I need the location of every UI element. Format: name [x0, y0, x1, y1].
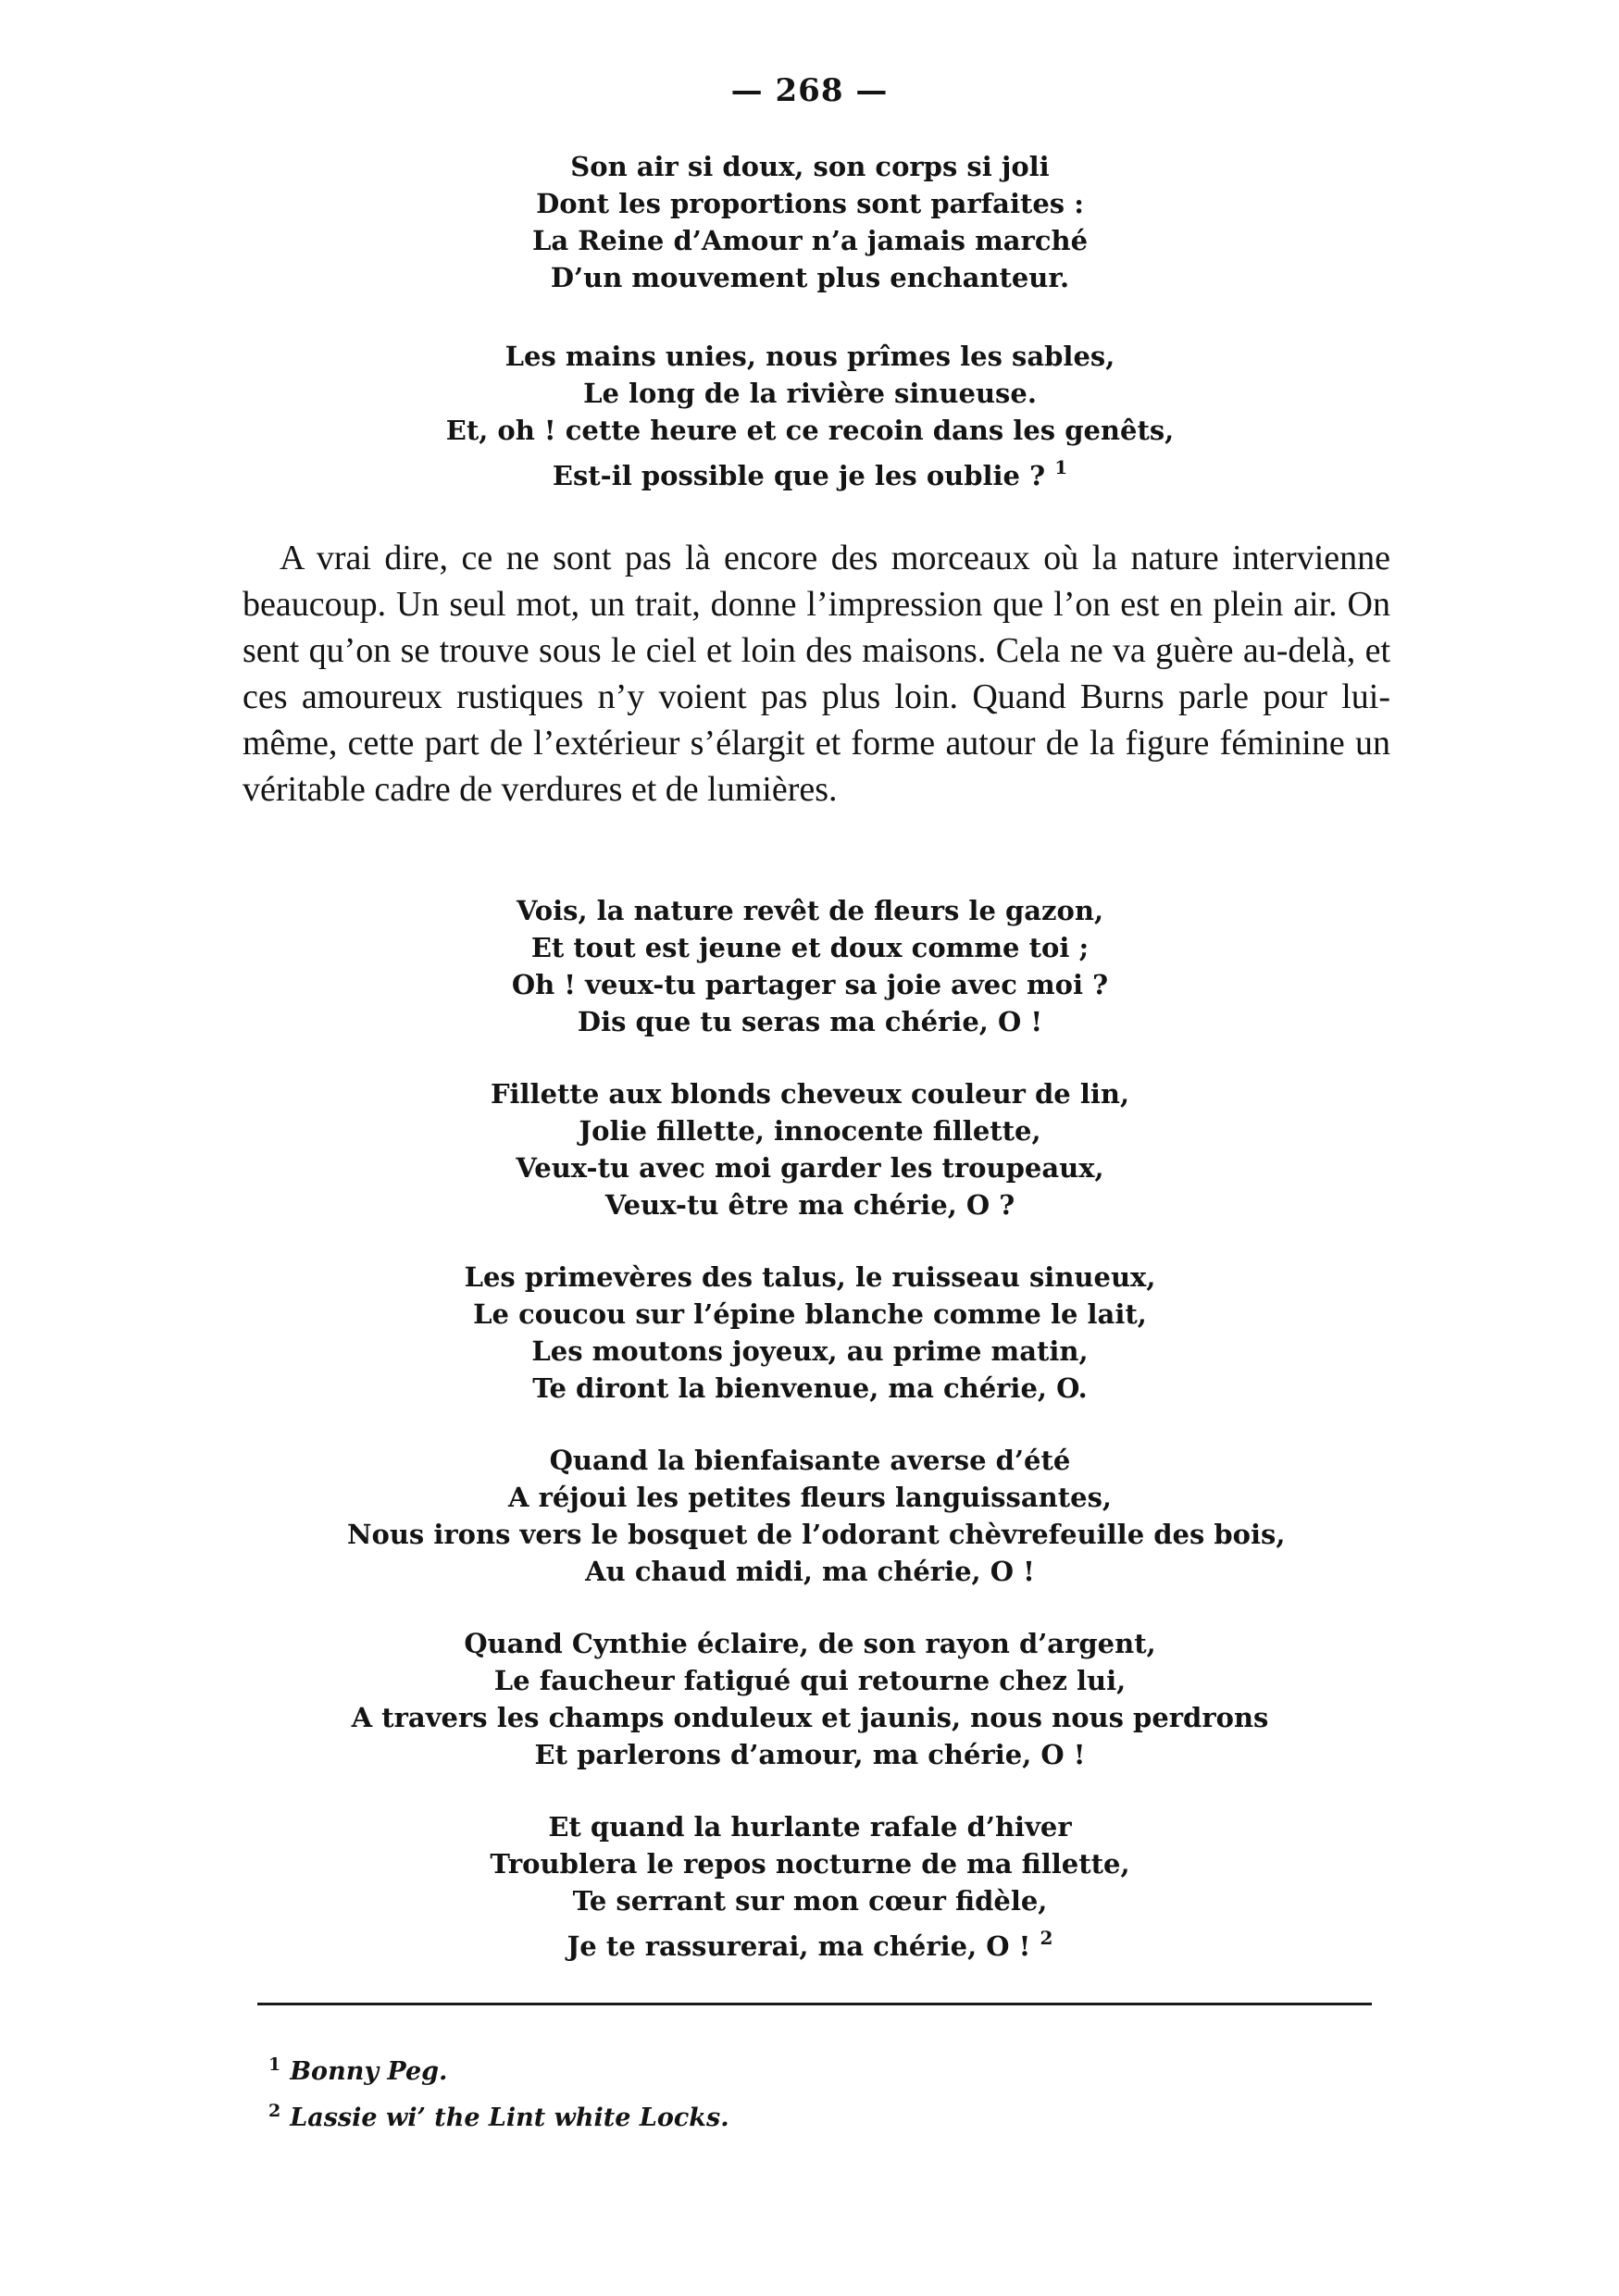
- poem-stanza: [347, 892, 1273, 1040]
- page-number: — 268 —: [730, 72, 889, 109]
- verse-line: Et, oh ! cette heure et ce recoin dans les genêts,: [445, 415, 1175, 446]
- verse-line: Quand la bienfaisante averse d’été: [549, 1445, 1071, 1476]
- verse-line: La Reine d’Amour n’a jamais marché: [531, 225, 1089, 256]
- verse-line: [347, 449, 1273, 494]
- verse-line: Et parlerons d’amour, ma chérie, O !: [534, 1739, 1086, 1770]
- verse-text: Est-il possible que je les oublie ?: [552, 460, 1046, 491]
- verse-line: A travers les champs onduleux et jaunis, nous nous perdrons: [351, 1702, 1269, 1733]
- verse-line: Veux-tu avec moi garder les troupeaux,: [516, 1152, 1104, 1184]
- verse-line: Fillette aux blonds cheveux couleur de lin,: [490, 1078, 1130, 1110]
- verse-line: Te serrant sur mon cœur fidèle,: [572, 1885, 1048, 1917]
- footnote: [268, 2045, 729, 2091]
- verse-line: Son air si doux, son corps si joli: [570, 151, 1050, 182]
- verse-line: Quand Cynthie éclaire, de son rayon d’argent,: [464, 1628, 1156, 1659]
- verse-line: Les mains unies, nous prîmes les sables,: [504, 341, 1115, 372]
- poem-stanza: [347, 1625, 1273, 1773]
- verse-line: D’un mouvement plus enchanteur.: [550, 262, 1070, 293]
- verse-line: [347, 1919, 1273, 1965]
- prose-block: [243, 535, 1390, 813]
- poem-stanza: [347, 338, 1273, 494]
- verse-line: Le faucheur fatigué qui retourne chez lui,: [493, 1665, 1127, 1696]
- footnotes: [268, 2045, 729, 2138]
- verse-line: Dont les proportions sont parfaites :: [536, 188, 1084, 219]
- verse-line: Les primevères des talus, le ruisseau sinueux,: [464, 1261, 1156, 1293]
- footnote-text: Lassie wi’ the Lint white Locks.: [290, 2104, 729, 2132]
- verse-line: Les moutons joyeux, au prime matin,: [531, 1335, 1089, 1367]
- footnote: [268, 2091, 729, 2138]
- verse-line: Le coucou sur l’épine blanche comme le lait,: [473, 1298, 1147, 1330]
- poem-stanza: [347, 148, 1273, 296]
- verse-line: A réjoui les petites fleurs languissantes,: [507, 1482, 1113, 1513]
- verse-line: Veux-tu être ma chérie, O ?: [604, 1189, 1015, 1221]
- poem-stanza: [347, 1808, 1273, 1965]
- verse-line: Le long de la rivière sinueuse.: [583, 378, 1037, 409]
- footnote-text: Bonny Peg.: [290, 2057, 448, 2086]
- footnote-marker: 2: [1040, 1927, 1053, 1949]
- footnote-number: 2: [268, 2101, 281, 2121]
- verse-line: Et quand la hurlante rafale d’hiver: [548, 1811, 1072, 1843]
- verse-line: Vois, la nature revêt de fleurs le gazon,: [516, 895, 1104, 926]
- footnote-number: 1: [268, 2054, 281, 2075]
- poem-stanza: [347, 1075, 1273, 1223]
- verse-line: Te diront la bienvenue, ma chérie, O.: [532, 1372, 1088, 1404]
- verse-line: Oh ! veux-tu partager sa joie avec moi ?: [511, 969, 1109, 1000]
- verse-line: Troublera le repos nocturne de ma fillette,: [490, 1848, 1130, 1880]
- verse-line: Nous irons vers le bosquet de l’odorant chèvrefeuille des bois,: [347, 1519, 1286, 1550]
- verse-line: Jolie fillette, innocente fillette,: [579, 1115, 1041, 1147]
- verse-text: Je te rassurerai, ma chérie, O !: [567, 1930, 1031, 1962]
- footnote-divider: [257, 2003, 1372, 2005]
- poem-stanza: [347, 1259, 1273, 1407]
- verse-line: Et tout est jeune et doux comme toi ;: [530, 932, 1090, 963]
- poem-stanza: [347, 1442, 1286, 1590]
- footnote-marker: 1: [1054, 456, 1068, 478]
- verse-line: Dis que tu seras ma chérie, O !: [577, 1006, 1043, 1037]
- prose-paragraph: A vrai dire, ce ne sont pas là encore des morceaux où la nature intervienne beaucoup. Un seul mot, un trait, donne l’impression que l’on est en plein air. On sent qu’on se trouve sous le ciel et loin des maisons. Cela ne va guère au-delà, et ces amoureux rustiques n’y voient pas plus loin. Quand Burns parle pour lui-même, cette part de l’extérieur s’élargit et forme autour de la figure féminine un véritable cadre de verdures et de lumières.: [243, 539, 1390, 809]
- verse-line: Au chaud midi, ma chérie, O !: [585, 1556, 1035, 1587]
